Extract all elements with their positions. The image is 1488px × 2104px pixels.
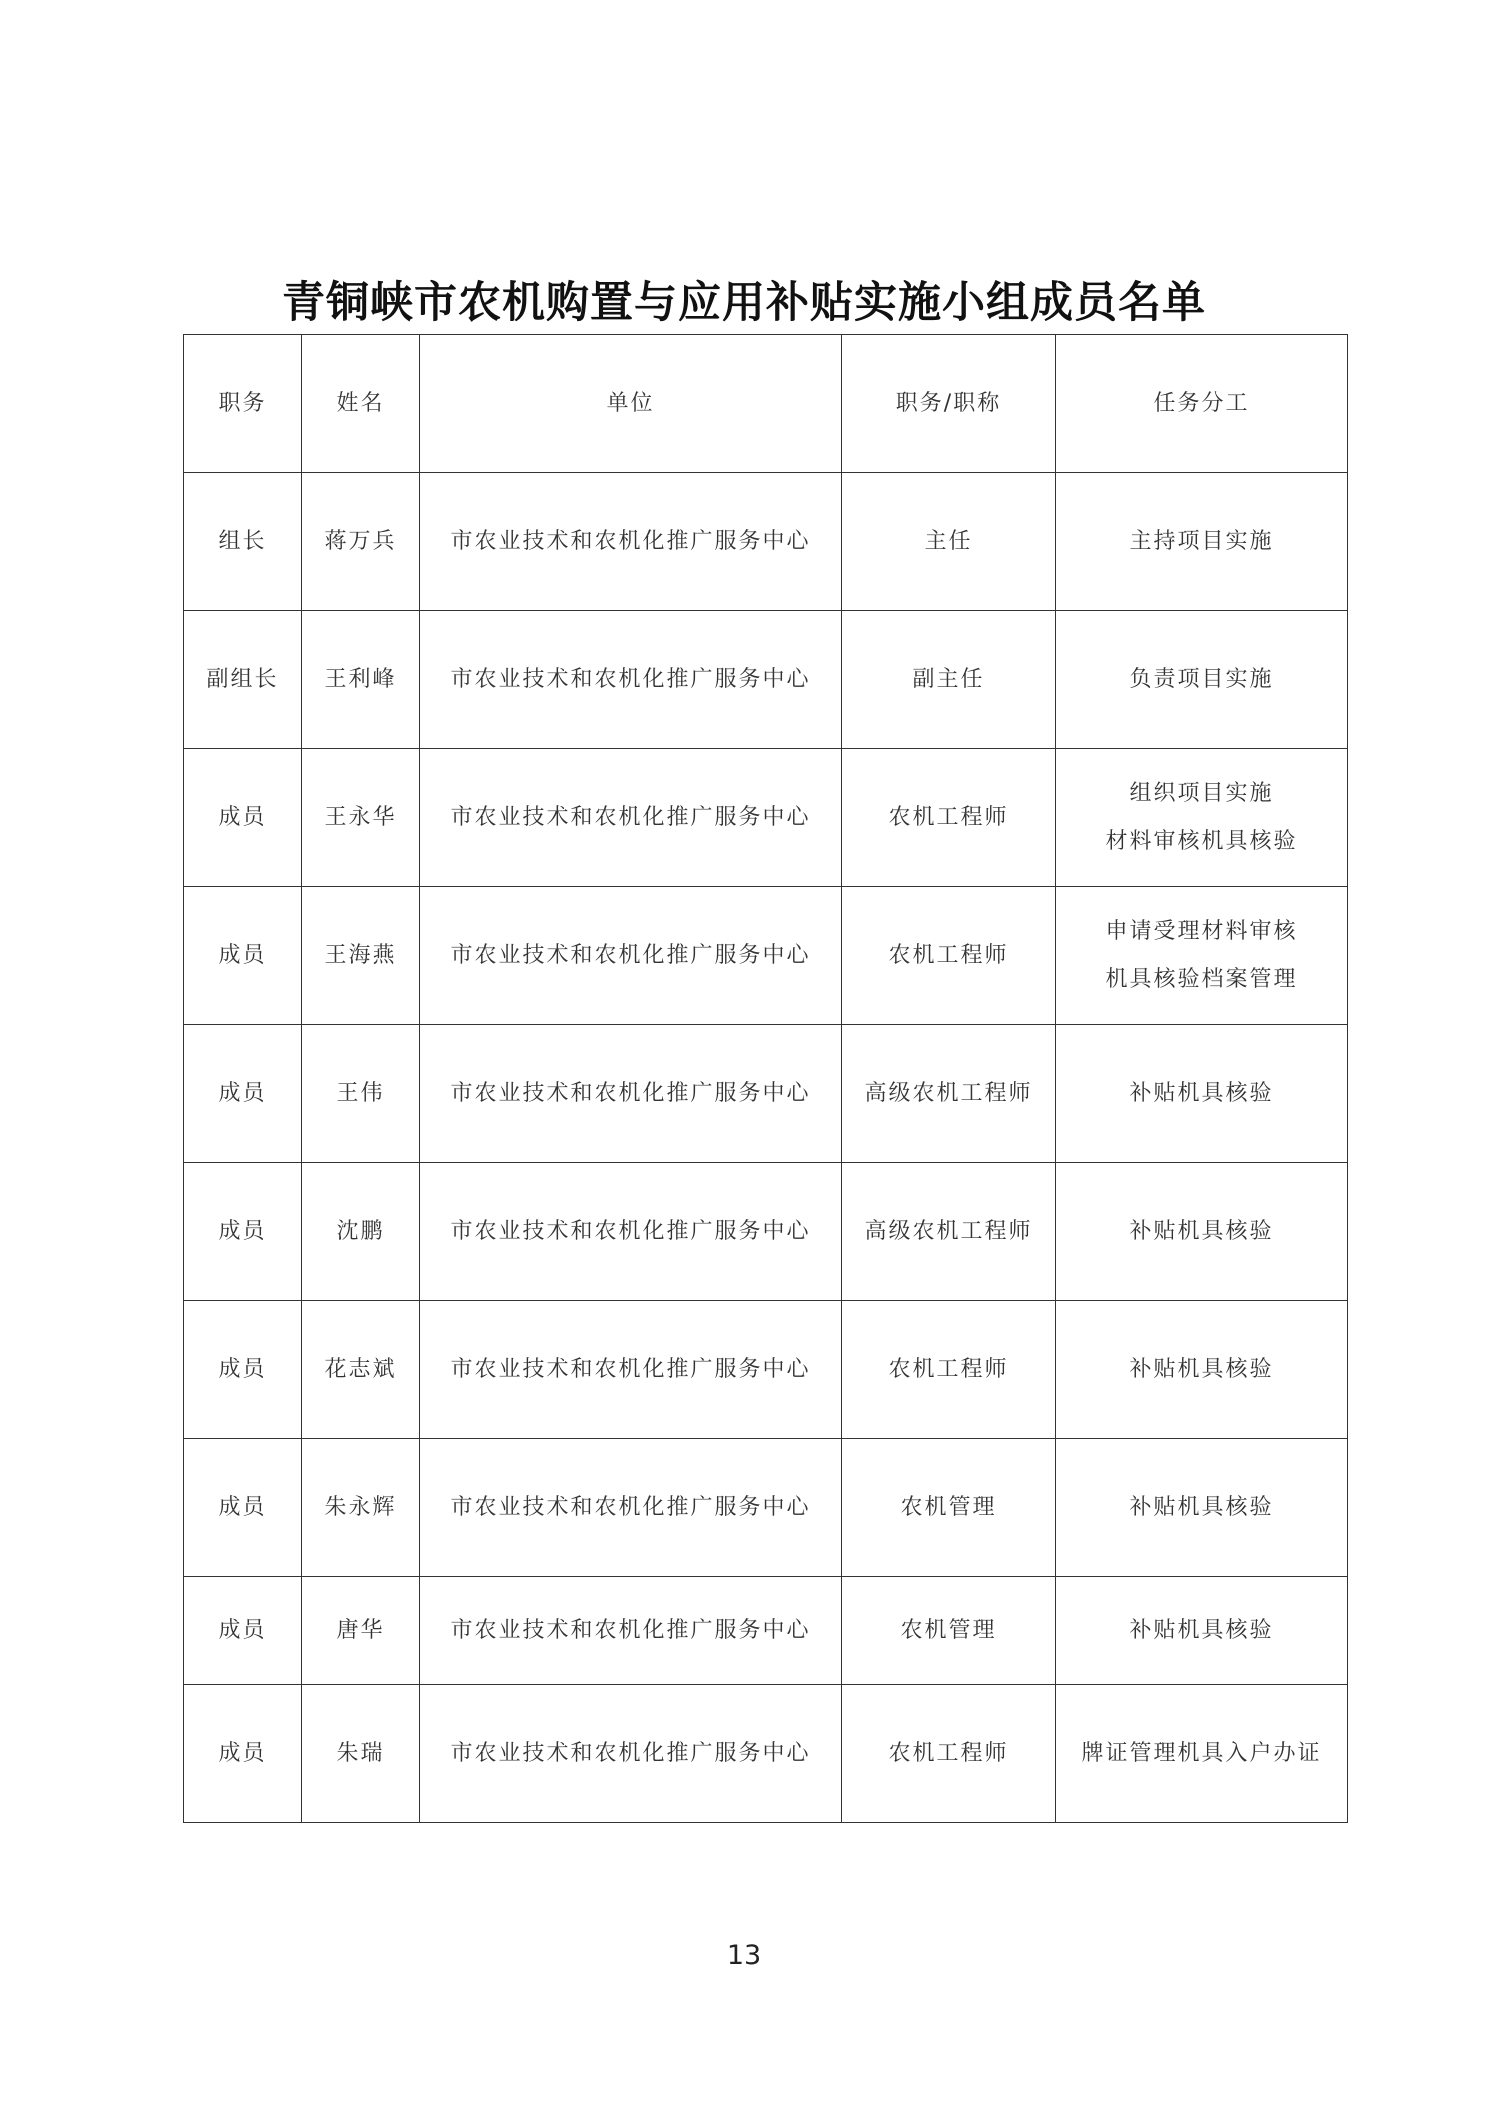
cell-title: 副主任 xyxy=(842,611,1056,749)
header-name: 姓名 xyxy=(302,335,420,473)
table-row xyxy=(184,1439,1348,1577)
cell-name: 沈鹏 xyxy=(302,1163,420,1301)
cell-title: 高级农机工程师 xyxy=(842,1163,1056,1301)
page-number: 13 xyxy=(726,1940,762,1971)
cell-name: 王伟 xyxy=(302,1025,420,1163)
cell-name: 朱永辉 xyxy=(302,1439,420,1577)
cell-task xyxy=(1056,611,1348,749)
cell-title: 农机工程师 xyxy=(842,1685,1056,1823)
task-line: 组织项目实施 xyxy=(1129,780,1274,806)
cell-duty: 成员 xyxy=(184,1439,302,1577)
header-unit: 单位 xyxy=(420,335,842,473)
header-duty: 职务 xyxy=(184,335,302,473)
cell-task xyxy=(1056,473,1348,611)
cell-name: 朱瑞 xyxy=(302,1685,420,1823)
cell-title: 农机工程师 xyxy=(842,887,1056,1025)
cell-title: 农机工程师 xyxy=(842,749,1056,887)
cell-task xyxy=(1056,1025,1348,1163)
table-row xyxy=(184,1301,1348,1439)
cell-unit: 市农业技术和农机化推广服务中心 xyxy=(420,1025,842,1163)
task-line: 机具核验档案管理 xyxy=(1105,966,1298,992)
header-task: 任务分工 xyxy=(1056,335,1348,473)
cell-duty: 组长 xyxy=(184,473,302,611)
cell-duty: 成员 xyxy=(184,749,302,887)
header-title: 职务/职称 xyxy=(842,335,1056,473)
cell-task xyxy=(1056,887,1348,1025)
cell-name: 王利峰 xyxy=(302,611,420,749)
member-roster-table xyxy=(183,334,1348,1823)
cell-task xyxy=(1056,1301,1348,1439)
table-row xyxy=(184,473,1348,611)
cell-task xyxy=(1056,1163,1348,1301)
cell-duty: 成员 xyxy=(184,1301,302,1439)
cell-duty: 成员 xyxy=(184,1577,302,1685)
cell-title: 主任 xyxy=(842,473,1056,611)
cell-title: 农机管理 xyxy=(842,1577,1056,1685)
cell-unit: 市农业技术和农机化推广服务中心 xyxy=(420,1685,842,1823)
table-row xyxy=(184,749,1348,887)
table-row xyxy=(184,611,1348,749)
cell-duty: 成员 xyxy=(184,887,302,1025)
cell-unit: 市农业技术和农机化推广服务中心 xyxy=(420,473,842,611)
task-line: 补贴机具核验 xyxy=(1129,1218,1274,1244)
task-line: 材料审核机具核验 xyxy=(1105,828,1298,854)
cell-unit: 市农业技术和农机化推广服务中心 xyxy=(420,1301,842,1439)
cell-unit: 市农业技术和农机化推广服务中心 xyxy=(420,749,842,887)
table-header-row xyxy=(184,335,1348,473)
cell-unit: 市农业技术和农机化推广服务中心 xyxy=(420,611,842,749)
document-title: 青铜峡市农机购置与应用补贴实施小组成员名单 xyxy=(282,278,1206,328)
cell-unit: 市农业技术和农机化推广服务中心 xyxy=(420,1577,842,1685)
cell-unit: 市农业技术和农机化推广服务中心 xyxy=(420,887,842,1025)
cell-name: 蒋万兵 xyxy=(302,473,420,611)
cell-task xyxy=(1056,1577,1348,1685)
task-line: 申请受理材料审核 xyxy=(1105,918,1298,944)
cell-task xyxy=(1056,1439,1348,1577)
cell-name: 王海燕 xyxy=(302,887,420,1025)
table-row xyxy=(184,1163,1348,1301)
cell-unit: 市农业技术和农机化推广服务中心 xyxy=(420,1439,842,1577)
table-row xyxy=(184,887,1348,1025)
task-line: 负责项目实施 xyxy=(1129,666,1274,692)
cell-title: 农机工程师 xyxy=(842,1301,1056,1439)
table-row xyxy=(184,1577,1348,1685)
task-line: 牌证管理机具入户办证 xyxy=(1081,1740,1322,1766)
cell-name: 王永华 xyxy=(302,749,420,887)
cell-task xyxy=(1056,749,1348,887)
task-line: 主持项目实施 xyxy=(1129,528,1274,554)
task-line: 补贴机具核验 xyxy=(1129,1617,1274,1643)
cell-duty: 成员 xyxy=(184,1685,302,1823)
cell-unit: 市农业技术和农机化推广服务中心 xyxy=(420,1163,842,1301)
cell-title: 农机管理 xyxy=(842,1439,1056,1577)
cell-task xyxy=(1056,1685,1348,1823)
table-row xyxy=(184,1685,1348,1823)
cell-name: 花志斌 xyxy=(302,1301,420,1439)
table-row xyxy=(184,1025,1348,1163)
task-line: 补贴机具核验 xyxy=(1129,1080,1274,1106)
cell-name: 唐华 xyxy=(302,1577,420,1685)
task-line: 补贴机具核验 xyxy=(1129,1356,1274,1382)
task-line: 补贴机具核验 xyxy=(1129,1494,1274,1520)
cell-duty: 副组长 xyxy=(184,611,302,749)
cell-duty: 成员 xyxy=(184,1163,302,1301)
cell-duty: 成员 xyxy=(184,1025,302,1163)
cell-title: 高级农机工程师 xyxy=(842,1025,1056,1163)
